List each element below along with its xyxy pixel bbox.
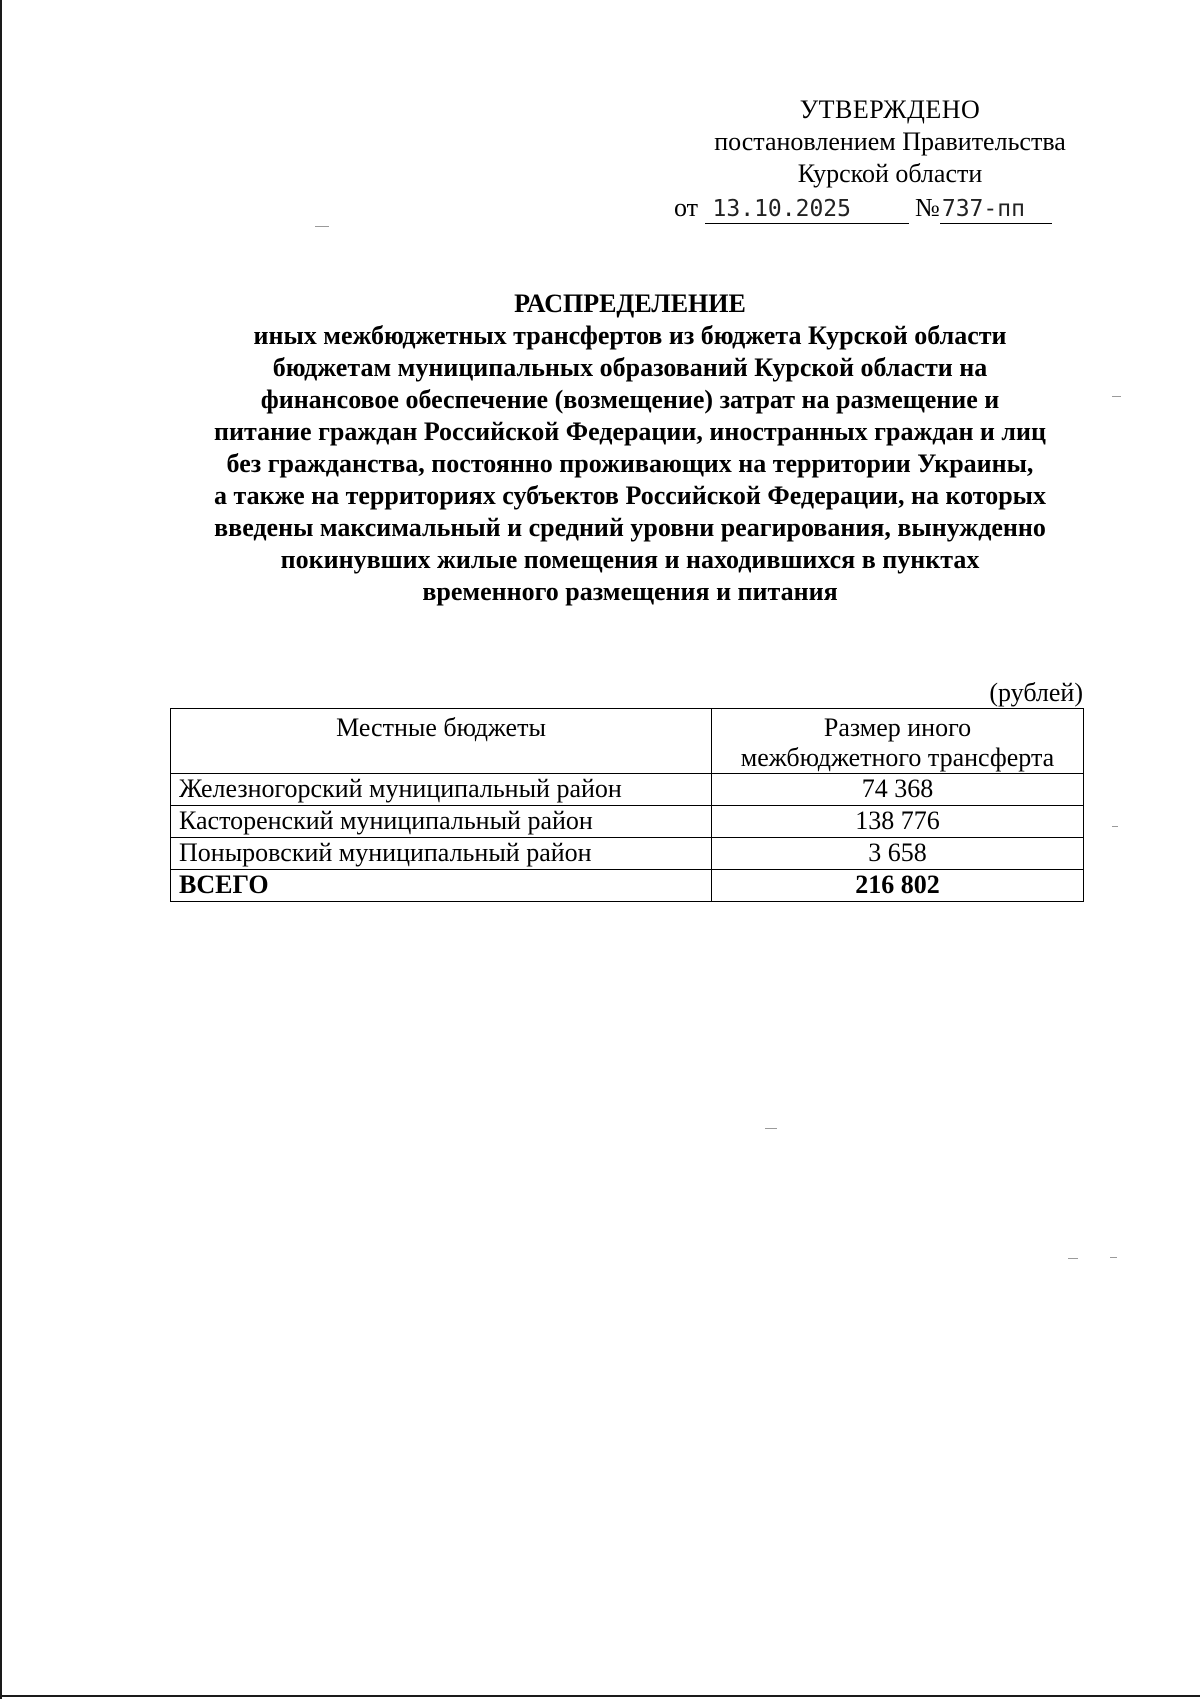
approval-number: 737-пп [940,195,1052,224]
row-amount: 3 658 [712,838,1084,870]
date-prefix: от [674,193,699,222]
total-amount: 216 802 [712,870,1084,902]
scan-border-left [0,0,2,1699]
scan-speck [1112,826,1118,827]
table-row [171,838,1084,870]
table-header-row [171,709,1084,774]
title-line: бюджетам муниципальных образований Курской области на [272,353,988,382]
scan-speck [765,1128,777,1129]
document-title [160,288,1100,608]
row-name: Поныровский муниципальный район [171,838,712,870]
units-label: (рублей) [989,678,1083,707]
scan-speck [1068,1258,1078,1259]
header-transfer-amount [712,709,1084,774]
table-total-row [171,870,1084,902]
approval-stamp [674,94,1100,224]
scan-speck [1110,1257,1117,1258]
number-prefix: № [915,193,940,222]
row-amount: 138 776 [712,806,1084,838]
transfer-table [170,708,1084,902]
approval-reference [674,192,1094,224]
header-amount-line: межбюджетного трансферта [740,743,1055,772]
header-local-budgets: Местные бюджеты [171,709,712,774]
approved-label: УТВЕРЖДЕНО [799,95,981,124]
row-amount: 74 368 [712,774,1084,806]
scan-border-bottom [0,1695,1200,1697]
approval-region: Курской области [797,159,983,188]
scan-speck [315,226,329,227]
approval-date: 13.10.2025 [705,195,909,224]
title-line: питание граждан Российской Федерации, иностранных граждан и лиц [214,417,1046,446]
row-name: Железногорский муниципальный район [171,774,712,806]
title-line: покинувших жилые помещения и находившихся в пунктах [280,545,980,574]
total-label: ВСЕГО [171,870,712,902]
title-heading: РАСПРЕДЕЛЕНИЕ [514,289,746,318]
table-row [171,774,1084,806]
title-line: а также на территориях субъектов Российской Федерации, на которых [214,481,1046,510]
title-line: иных межбюджетных трансфертов из бюджета Курской области [253,321,1007,350]
scan-speck [1112,396,1121,397]
table-row [171,806,1084,838]
approval-authority: постановлением Правительства [714,127,1066,156]
title-line: без гражданства, постоянно проживающих на территории Украины, [226,449,1034,478]
header-amount-line: Размер иного [823,713,972,742]
row-name: Касторенский муниципальный район [171,806,712,838]
title-line: временного размещения и питания [422,577,838,606]
title-line: введены максимальный и средний уровни реагирования, вынужденно [214,513,1046,542]
title-line: финансовое обеспечение (возмещение) затрат на размещение и [260,385,1000,414]
